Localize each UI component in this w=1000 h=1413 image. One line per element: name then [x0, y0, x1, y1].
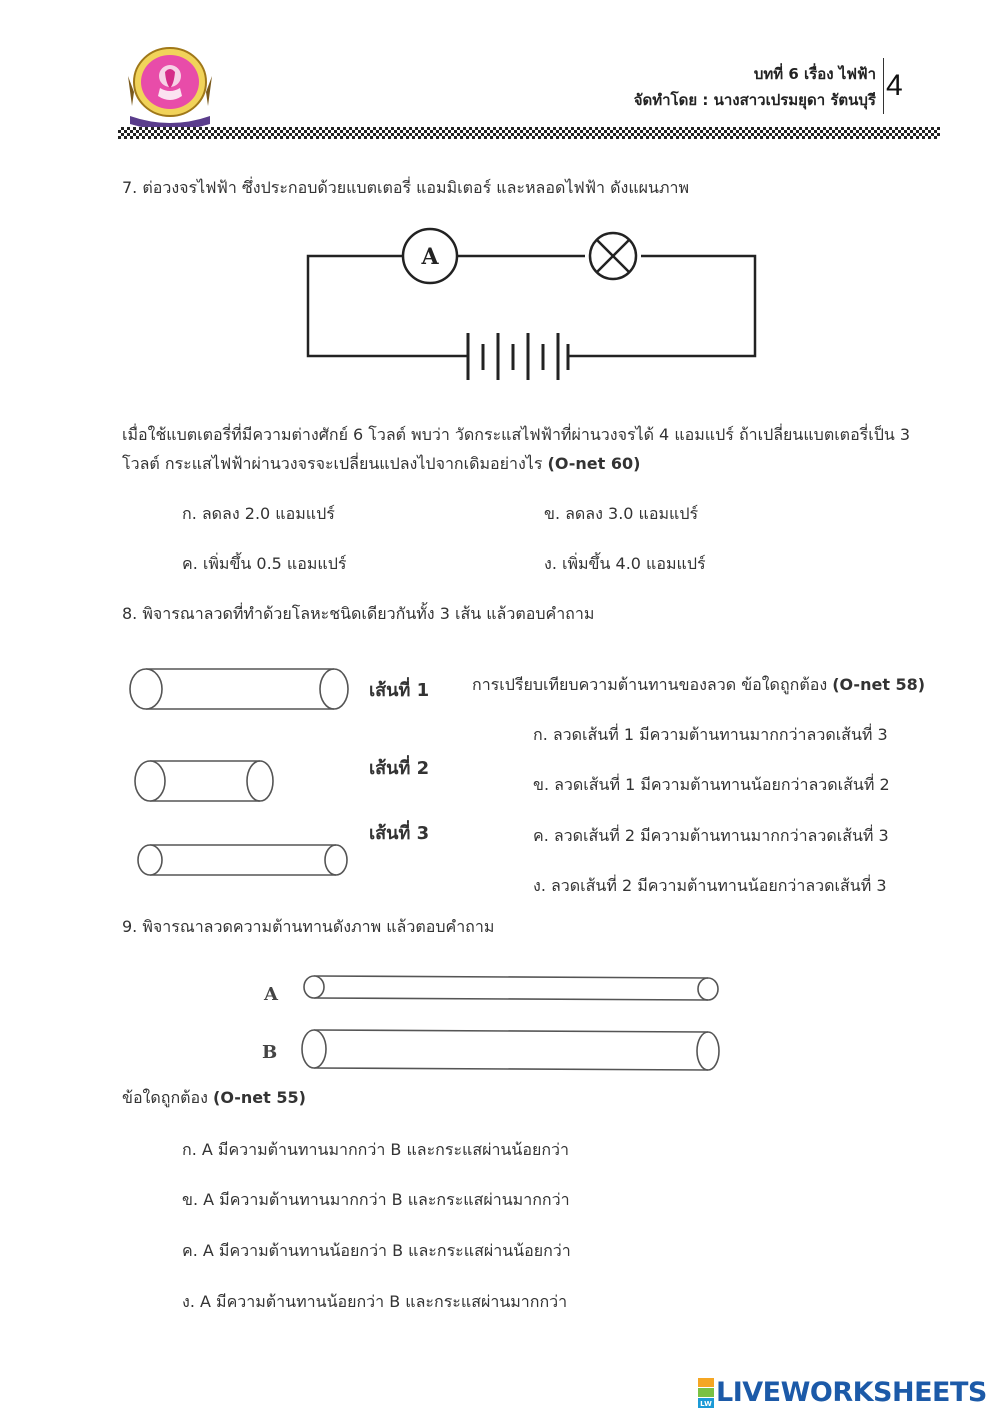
q9-prompt: 9. พิจารณาลวดความต้านทานดังภาพ แล้วตอบคำถาม [122, 917, 495, 936]
wire-a [304, 976, 718, 1000]
q8-wires-figure [124, 655, 364, 895]
q9-question: ข้อใดถูกต้อง [122, 1088, 208, 1107]
wire-label-3: เส้นที่ 3 [369, 823, 430, 844]
wire-2 [135, 761, 273, 801]
q8-option-a: ก. ลวดเส้นที่ 1 มีความต้านทานมากกว่าลวดเส้นที่ 3 [533, 725, 888, 744]
wire-1 [130, 669, 348, 709]
q8-option-d: ง. ลวดเส้นที่ 2 มีความต้านทานน้อยกว่าลวดเส้นที่ 3 [533, 876, 887, 895]
q8-question: การเปรียบเทียบความต้านทานของลวด ข้อใดถูกต้อง [472, 675, 828, 694]
q9-option-a: ก. A มีความต้านทานมากกว่า B และกระแสผ่านน้อยกว่า [182, 1140, 569, 1159]
q7-circuit-diagram [300, 220, 770, 390]
q9-option-d: ง. A มีความต้านทานน้อยกว่า B และกระแสผ่านมากกว่า [182, 1292, 568, 1311]
wire-label-1: เส้นที่ 1 [369, 680, 430, 701]
wire-3 [138, 845, 347, 875]
q9-wires-figure [258, 966, 728, 1076]
q8-question-wrap [472, 674, 925, 696]
q7-body-line2-wrap [122, 453, 640, 475]
q8-prompt: 8. พิจารณาลวดที่ทำด้วยโลหะชนิดเดียวกันทั้ง 3 เส้น แล้วตอบคำถาม [122, 604, 595, 623]
school-logo [124, 44, 216, 130]
liveworksheets-brand[interactable]: LIVEWORKSHEETS [716, 1377, 987, 1408]
liveworksheets-badge: LW [700, 1400, 712, 1408]
q9-question-wrap [122, 1087, 306, 1109]
wire-label-b: B [262, 1042, 278, 1063]
q7-body-line1: เมื่อใช้แบตเตอรี่ที่มีความต่างศักย์ 6 โวลต์ พบว่า วัดกระแสไฟฟ้าที่ผ่านวงจรได้ 4 แอมแปร์ ถ้าเปลี่ยนแบตเตอรี่เป็น 3 [122, 425, 911, 444]
chapter-title: บทที่ 6 เรื่อง ไฟฟ้า [753, 65, 876, 83]
q8-source: (O-net 58) [832, 675, 926, 694]
q7-option-b: ข. ลดลง 3.0 แอมแปร์ [544, 504, 699, 523]
q7-source: (O-net 60) [547, 454, 641, 473]
checkered-divider [118, 127, 940, 139]
q7-option-c: ค. เพิ่มขึ้น 0.5 แอมแปร์ [182, 554, 347, 573]
q7-option-d: ง. เพิ่มขึ้น 4.0 แอมแปร์ [544, 554, 706, 573]
author-line: จัดทำโดย : นางสาวเปรมยุดา รัตนบุรี [633, 91, 876, 109]
ammeter-label: A [421, 244, 439, 270]
wire-label-2: เส้นที่ 2 [369, 758, 430, 779]
header-divider [883, 58, 884, 114]
q9-option-c: ค. A มีความต้านทานน้อยกว่า B และกระแสผ่านน้อยกว่า [182, 1241, 571, 1260]
liveworksheets-logo-icon [698, 1378, 714, 1408]
q7-body-line2: โวลต์ กระแสไฟฟ้าผ่านวงจรจะเปลี่ยนแปลงไปจากเดิมอย่างไร [122, 454, 543, 473]
q9-source: (O-net 55) [213, 1088, 306, 1107]
q8-option-b: ข. ลวดเส้นที่ 1 มีความต้านทานน้อยกว่าลวดเส้นที่ 2 [533, 775, 890, 794]
page-number: 4 [886, 69, 903, 102]
q9-option-b: ข. A มีความต้านทานมากกว่า B และกระแสผ่านมากกว่า [182, 1190, 570, 1209]
q8-option-c: ค. ลวดเส้นที่ 2 มีความต้านทานมากกว่าลวดเส้นที่ 3 [533, 826, 889, 845]
q7-prompt: 7. ต่อวงจรไฟฟ้า ซึ่งประกอบด้วยแบตเตอรี่ แอมมิเตอร์ และหลอดไฟฟ้า ดังแผนภาพ [122, 178, 690, 197]
q7-option-a: ก. ลดลง 2.0 แอมแปร์ [182, 504, 335, 523]
wire-b [302, 1030, 719, 1070]
wire-label-a: A [264, 984, 278, 1005]
